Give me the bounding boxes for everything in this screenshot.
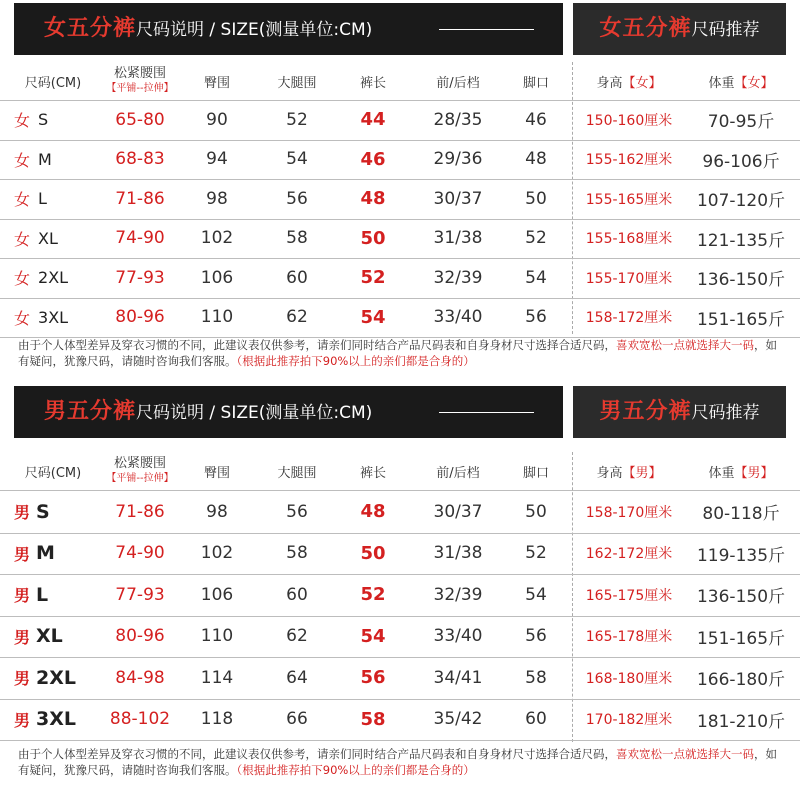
height-value: 150-160厘米 xyxy=(585,112,673,129)
height-value: 165-175厘米 xyxy=(585,587,673,604)
col-foot: 脚口 xyxy=(522,465,549,481)
size-label xyxy=(14,100,92,140)
waist-value: 84-98 xyxy=(115,667,165,688)
gender-label: 女 xyxy=(14,111,31,131)
weight-value: 70-95斤 xyxy=(707,112,775,133)
height-value: 155-168厘米 xyxy=(585,231,673,248)
table-row xyxy=(0,219,800,260)
height-value: 155-165厘米 xyxy=(585,191,673,208)
waist-value: 71-86 xyxy=(115,501,165,522)
size-code: 3XL xyxy=(36,708,76,731)
col-front-back: 前/后档 xyxy=(436,75,480,91)
thigh-value: 62 xyxy=(286,307,308,328)
gender-label: 女 xyxy=(14,269,31,289)
weight-value: 121-135斤 xyxy=(696,230,786,251)
foot-value: 46 xyxy=(525,109,547,130)
front-back-value: 35/42 xyxy=(433,709,483,730)
col-thigh: 大腿围 xyxy=(277,465,317,481)
size-code: XL xyxy=(36,625,63,648)
size-label xyxy=(14,179,92,219)
col-waist: 松紧腰围 【平铺--拉伸】 xyxy=(106,66,174,94)
thigh-value: 64 xyxy=(286,667,308,688)
col-hip: 臀围 xyxy=(203,465,230,481)
size-label xyxy=(14,491,92,533)
size-label xyxy=(14,699,92,741)
length-value: 56 xyxy=(360,667,386,689)
weight-value: 107-120斤 xyxy=(696,191,786,212)
height-value: 155-162厘米 xyxy=(585,152,673,169)
front-back-value: 28/35 xyxy=(433,109,483,130)
thigh-value: 56 xyxy=(286,188,308,209)
length-value: 44 xyxy=(360,109,386,131)
col-height: 身高 【男】 xyxy=(596,465,662,481)
gender-label: 女 xyxy=(14,308,31,328)
col-weight: 体重 【女】 xyxy=(708,75,774,91)
size-code: L xyxy=(38,189,47,209)
men-section-header xyxy=(0,386,800,438)
women-recommend-title: 女五分裤尺码推荐 xyxy=(599,16,760,41)
size-code: 2XL xyxy=(38,268,69,288)
men-title: 男五分裤尺码说明 / SIZE(测量单位:CM) xyxy=(44,399,373,424)
women-column-header xyxy=(0,62,800,101)
front-back-value: 31/38 xyxy=(433,543,483,564)
col-hip: 臀围 xyxy=(203,75,230,91)
hip-value: 94 xyxy=(206,149,228,170)
height-value: 162-172厘米 xyxy=(585,546,673,563)
table-row xyxy=(0,100,800,141)
title-divider-line xyxy=(439,412,534,413)
hip-value: 110 xyxy=(200,626,234,647)
front-back-value: 33/40 xyxy=(433,626,483,647)
thigh-value: 56 xyxy=(286,501,308,522)
hip-value: 98 xyxy=(206,501,228,522)
size-code: 2XL xyxy=(36,666,76,689)
gender-label: 男 xyxy=(14,544,31,564)
thigh-value: 54 xyxy=(286,149,308,170)
size-label xyxy=(14,140,92,180)
gender-label: 女 xyxy=(14,190,31,210)
height-value: 170-182厘米 xyxy=(585,712,673,729)
size-code: XL xyxy=(38,228,58,248)
length-value: 48 xyxy=(360,188,386,210)
height-value: 165-178厘米 xyxy=(585,629,673,646)
hip-value: 102 xyxy=(200,228,234,249)
waist-value: 77-93 xyxy=(115,584,165,605)
thigh-value: 58 xyxy=(286,228,308,249)
height-value: 158-170厘米 xyxy=(585,504,673,521)
size-label xyxy=(14,574,92,616)
waist-value: 80-96 xyxy=(115,626,165,647)
size-code: M xyxy=(38,149,52,169)
men-note: 由于个人体型差异及穿衣习惯的不同，此建议表仅供参考，请亲们同时结合产品尺码表和自身身材尺寸选择合适尺码，喜欢宽松一点就选择大一码，如有疑问，犹豫尺码，请随时咨询我们客服。（根据此推荐拍下90%以上的亲们都是合身的） xyxy=(18,747,777,777)
women-section-header xyxy=(0,3,800,55)
title-divider-line xyxy=(439,29,534,30)
size-code: 3XL xyxy=(38,307,69,327)
weight-value: 136-150斤 xyxy=(696,270,786,291)
waist-value: 77-93 xyxy=(115,267,165,288)
foot-value: 60 xyxy=(525,709,547,730)
front-back-value: 31/38 xyxy=(433,228,483,249)
size-label xyxy=(14,616,92,658)
waist-value: 65-80 xyxy=(115,109,165,130)
thigh-value: 60 xyxy=(286,267,308,288)
foot-value: 50 xyxy=(525,188,547,209)
col-weight: 体重 【男】 xyxy=(708,465,774,481)
gender-label: 男 xyxy=(14,710,31,730)
foot-value: 54 xyxy=(525,267,547,288)
weight-value: 151-165斤 xyxy=(696,628,786,649)
size-label xyxy=(14,298,92,338)
hip-value: 110 xyxy=(200,307,234,328)
col-size: 尺码(CM) xyxy=(24,75,82,91)
waist-value: 88-102 xyxy=(109,709,171,730)
weight-value: 119-135斤 xyxy=(696,545,786,566)
height-value: 155-170厘米 xyxy=(585,270,673,287)
size-label xyxy=(14,657,92,699)
thigh-value: 66 xyxy=(286,709,308,730)
col-thigh: 大腿围 xyxy=(277,75,317,91)
hip-value: 106 xyxy=(200,584,234,605)
length-value: 46 xyxy=(360,148,386,170)
size-code: L xyxy=(36,583,49,606)
gender-label: 男 xyxy=(14,503,31,523)
col-height: 身高 【女】 xyxy=(596,75,662,91)
thigh-value: 62 xyxy=(286,626,308,647)
length-value: 58 xyxy=(360,708,386,730)
table-row xyxy=(0,574,800,617)
hip-value: 106 xyxy=(200,267,234,288)
foot-value: 56 xyxy=(525,307,547,328)
table-row xyxy=(0,533,800,576)
table-row xyxy=(0,140,800,181)
weight-value: 166-180斤 xyxy=(696,670,786,691)
foot-value: 58 xyxy=(525,667,547,688)
table-row xyxy=(0,699,800,742)
length-value: 50 xyxy=(360,227,386,249)
table-row xyxy=(0,258,800,299)
foot-value: 54 xyxy=(525,584,547,605)
hip-value: 102 xyxy=(200,543,234,564)
gender-label: 男 xyxy=(14,627,31,647)
hip-value: 90 xyxy=(206,109,228,130)
weight-value: 96-106斤 xyxy=(702,151,780,172)
front-back-value: 33/40 xyxy=(433,307,483,328)
waist-value: 68-83 xyxy=(115,149,165,170)
men-recommend-title: 男五分裤尺码推荐 xyxy=(599,399,760,424)
front-back-value: 30/37 xyxy=(433,501,483,522)
size-label xyxy=(14,219,92,259)
waist-value: 74-90 xyxy=(115,228,165,249)
thigh-value: 60 xyxy=(286,584,308,605)
col-size: 尺码(CM) xyxy=(24,465,82,481)
col-length: 裤长 xyxy=(359,75,386,91)
men-column-header xyxy=(0,452,800,491)
weight-value: 136-150斤 xyxy=(696,587,786,608)
size-code: S xyxy=(36,500,50,523)
front-back-value: 29/36 xyxy=(433,149,483,170)
foot-value: 50 xyxy=(525,501,547,522)
men-title-bar xyxy=(14,386,563,438)
length-value: 54 xyxy=(360,306,386,328)
table-row xyxy=(0,179,800,220)
gender-label: 男 xyxy=(14,586,31,606)
length-value: 48 xyxy=(360,501,386,523)
waist-value: 71-86 xyxy=(115,188,165,209)
front-back-value: 34/41 xyxy=(433,667,483,688)
table-row xyxy=(0,657,800,700)
foot-value: 52 xyxy=(525,543,547,564)
foot-value: 56 xyxy=(525,626,547,647)
col-waist: 松紧腰围 【平铺--拉伸】 xyxy=(106,456,174,484)
foot-value: 52 xyxy=(525,228,547,249)
waist-value: 80-96 xyxy=(115,307,165,328)
height-value: 168-180厘米 xyxy=(585,670,673,687)
table-row xyxy=(0,298,800,339)
height-value: 158-172厘米 xyxy=(585,310,673,327)
women-note: 由于个人体型差异及穿衣习惯的不同，此建议表仅供参考，请亲们同时结合产品尺码表和自身身材尺寸选择合适尺码，喜欢宽松一点就选择大一码，如有疑问，犹豫尺码，请随时咨询我们客服。（根据此推荐拍下90%以上的亲们都是合身的） xyxy=(18,338,777,368)
table-row xyxy=(0,616,800,659)
col-front-back: 前/后档 xyxy=(436,465,480,481)
length-value: 50 xyxy=(360,542,386,564)
length-value: 54 xyxy=(360,625,386,647)
men-recommend-bar xyxy=(573,386,786,438)
length-value: 52 xyxy=(360,584,386,606)
table-row xyxy=(0,491,800,534)
front-back-value: 32/39 xyxy=(433,584,483,605)
hip-value: 98 xyxy=(206,188,228,209)
front-back-value: 30/37 xyxy=(433,188,483,209)
women-recommend-bar xyxy=(573,3,786,55)
thigh-value: 52 xyxy=(286,109,308,130)
size-code: M xyxy=(36,542,55,565)
gender-label: 女 xyxy=(14,150,31,170)
weight-value: 80-118斤 xyxy=(702,504,780,525)
col-foot: 脚口 xyxy=(522,75,549,91)
women-title: 女五分裤尺码说明 / SIZE(测量单位:CM) xyxy=(44,16,373,41)
weight-value: 151-165斤 xyxy=(696,309,786,330)
size-code: S xyxy=(38,110,49,130)
thigh-value: 58 xyxy=(286,543,308,564)
hip-value: 118 xyxy=(200,709,234,730)
size-label xyxy=(14,533,92,575)
waist-value: 74-90 xyxy=(115,543,165,564)
front-back-value: 32/39 xyxy=(433,267,483,288)
weight-value: 181-210斤 xyxy=(696,711,786,732)
size-label xyxy=(14,258,92,298)
women-title-bar xyxy=(14,3,563,55)
gender-label: 女 xyxy=(14,229,31,249)
col-length: 裤长 xyxy=(359,465,386,481)
length-value: 52 xyxy=(360,267,386,289)
gender-label: 男 xyxy=(14,669,31,689)
hip-value: 114 xyxy=(200,667,234,688)
foot-value: 48 xyxy=(525,149,547,170)
